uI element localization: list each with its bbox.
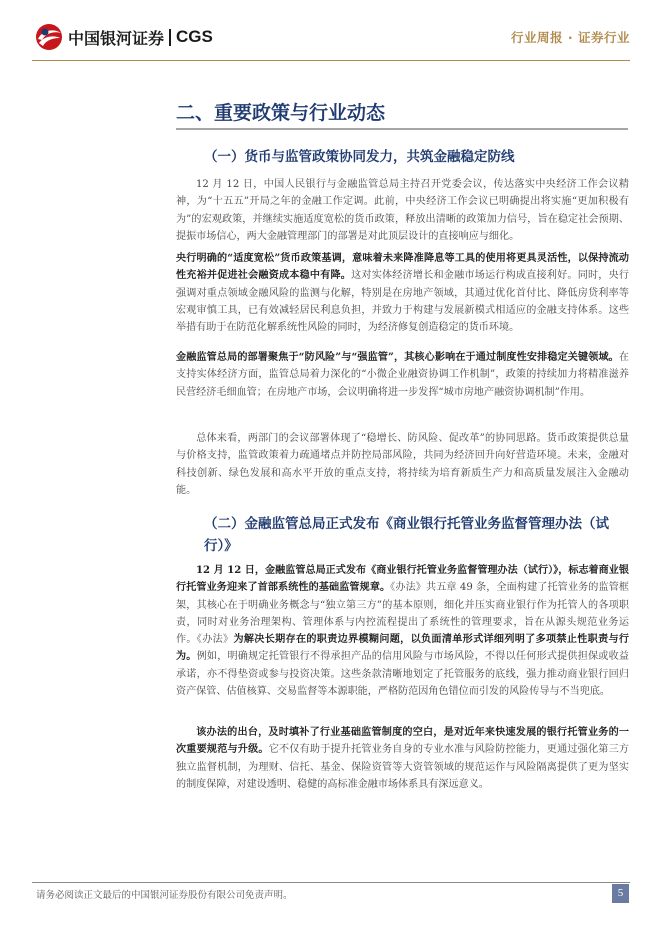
report-category: [511, 28, 630, 46]
page-header: [0, 0, 662, 62]
paragraph: [176, 176, 629, 245]
paragraph-bold-lead: 金融监管总局的部署聚焦于“防风险”与“强监管”，其核心影响在于通过制度性安排稳定关键领域。: [176, 352, 619, 363]
paragraph-bold-mid: 为解决长期存在的职责边界模糊问题，以负面清单形式详细列明了多项禁止性职责与行为。: [176, 634, 630, 663]
paragraph: [176, 724, 629, 793]
paragraph-text: 《办法》共五章 49 条，全面构建了托管业务的监管框架，其核心在于明确业务概念与“独立第三方”的基本原则，细化并压实商业银行作为托管人的各项职责，同时对业务治理架构、管理体系与内控流程提出了系统性的管理要求，旨在从源头规范业务运作。《办法》: [176, 582, 629, 646]
logo-chinese-name: 中国银河证券: [68, 28, 165, 48]
paragraph: [176, 250, 629, 336]
paragraph-text: 总体来看，两部门的会议部署体现了“稳增长、防风险、促改革”的协同思路。货币政策提供总量与价格支持，监管政策着力疏通堵点并防控局部风险，共同为经济回升向好营造环境。未来，金融对科技创新、绿色发展和高水平开放的重点支持，将持续为培育新质生产力和高质量发展注入金融动能。: [176, 433, 629, 496]
paragraph-text-continued: 例如，明确规定托管银行不得承担产品的信用风险与市场风险，不得以任何形式提供担保或收益承诺，亦不得垫资或参与投资决策。这些条款清晰地划定了托管服务的底线，强力推动商业银行回归资产保管、估值核算、交易监督等本源职能，严格防范因角色错位而引发的风险传导与不当兜底。: [176, 651, 630, 698]
cgs-logo-icon: [34, 22, 64, 52]
paragraph: [176, 562, 629, 700]
header-divider: [32, 60, 630, 61]
page-number: 5: [612, 884, 629, 903]
report-type: 行业周报: [511, 30, 564, 45]
subsection-1-title: （一）货币与监管政策协同发力，共筑金融稳定防线: [204, 149, 515, 165]
logo-separator: [169, 29, 171, 46]
paragraph-text: 它不仅有助于提升托管业务自身的专业水准与风险防控能力，更通过强化第三方独立监督机制，为理财、信托、基金、保险资管等大资管领域的规范运作与风险隔离提供了更为坚实的制度保障，对建设透明、稳健的高标准金融市场体系具有深远意义。: [176, 744, 629, 790]
paragraph: [176, 349, 629, 401]
brand-logo: [34, 22, 213, 52]
paragraph-bold-lead: 12 月 12 日，金融监管总局正式发布《商业银行托管业务监督管理办法（试行）》，标志着商业银行托管业务迎来了首部系统性的基础监管规章。: [176, 565, 629, 594]
logo-english-name: CGS: [176, 27, 213, 46]
paragraph-text: 在支持实体经济方面，监管总局着力深化的“小微企业融资协调工作机制”，政策的持续加力将精准滋养民营经济毛细血管；在房地产市场，会议明确将进一步发挥“城市房地产融资协调机制”作用。: [176, 352, 629, 398]
subsection-2-title: （二）金融监管总局正式发布《商业银行托管业务监督管理办法（试行）》: [204, 516, 609, 554]
header-dot: ·: [567, 30, 574, 45]
paragraph: [176, 430, 629, 499]
paragraph-bold-lead: 央行明确的“适度宽松”货币政策基调，意味着未来降准降息等工具的使用将更具灵活性，以保持流动性充裕并促进社会融资成本稳中有降。: [176, 253, 629, 282]
paragraph-text: 这对实体经济增长和金融市场运行构成直接利好。同时，央行强调对重点领域金融风险的监测与化解，特别是在房地产领域，其通过优化首付比、降低房贷利率等宏观审慎工具，已有效减轻居民利息负担，并致力于构建与发展新模式相适应的金融支持体系。这些举措有助于在防范化解系统性风险的同时，为经济修复创造稳定的货币环境。: [176, 270, 630, 334]
footer-divider: [32, 882, 630, 883]
section-title-rule: [176, 128, 628, 130]
paragraph-text: 12 月 12 日，中国人民银行与金融监管总局主持召开党委会议，传达落实中央经济工作会议精神，为“十五五”开局之年的金融工作定调。此前，中央经济工作会议已明确提出将实施“更加积极有为”的宏观政策，并继续实施适度宽松的货币政策，释放出清晰的政策加力信号，旨在稳定社会预期、提振市场信心，两大金融管理部门的部署是对此顶层设计的直接响应与细化。: [176, 179, 629, 242]
section-title: 二、重要政策与行业动态: [176, 102, 386, 124]
paragraph-bold-lead: 该办法的出台，及时填补了行业基础监管制度的空白，是对近年来快速发展的银行托管业务的一次重要规范与升级。: [176, 727, 629, 756]
footer-disclaimer: 请务必阅读正文最后的中国银河证券股份有限公司免责声明。: [36, 890, 293, 901]
industry-label: 证券行业: [577, 30, 630, 45]
